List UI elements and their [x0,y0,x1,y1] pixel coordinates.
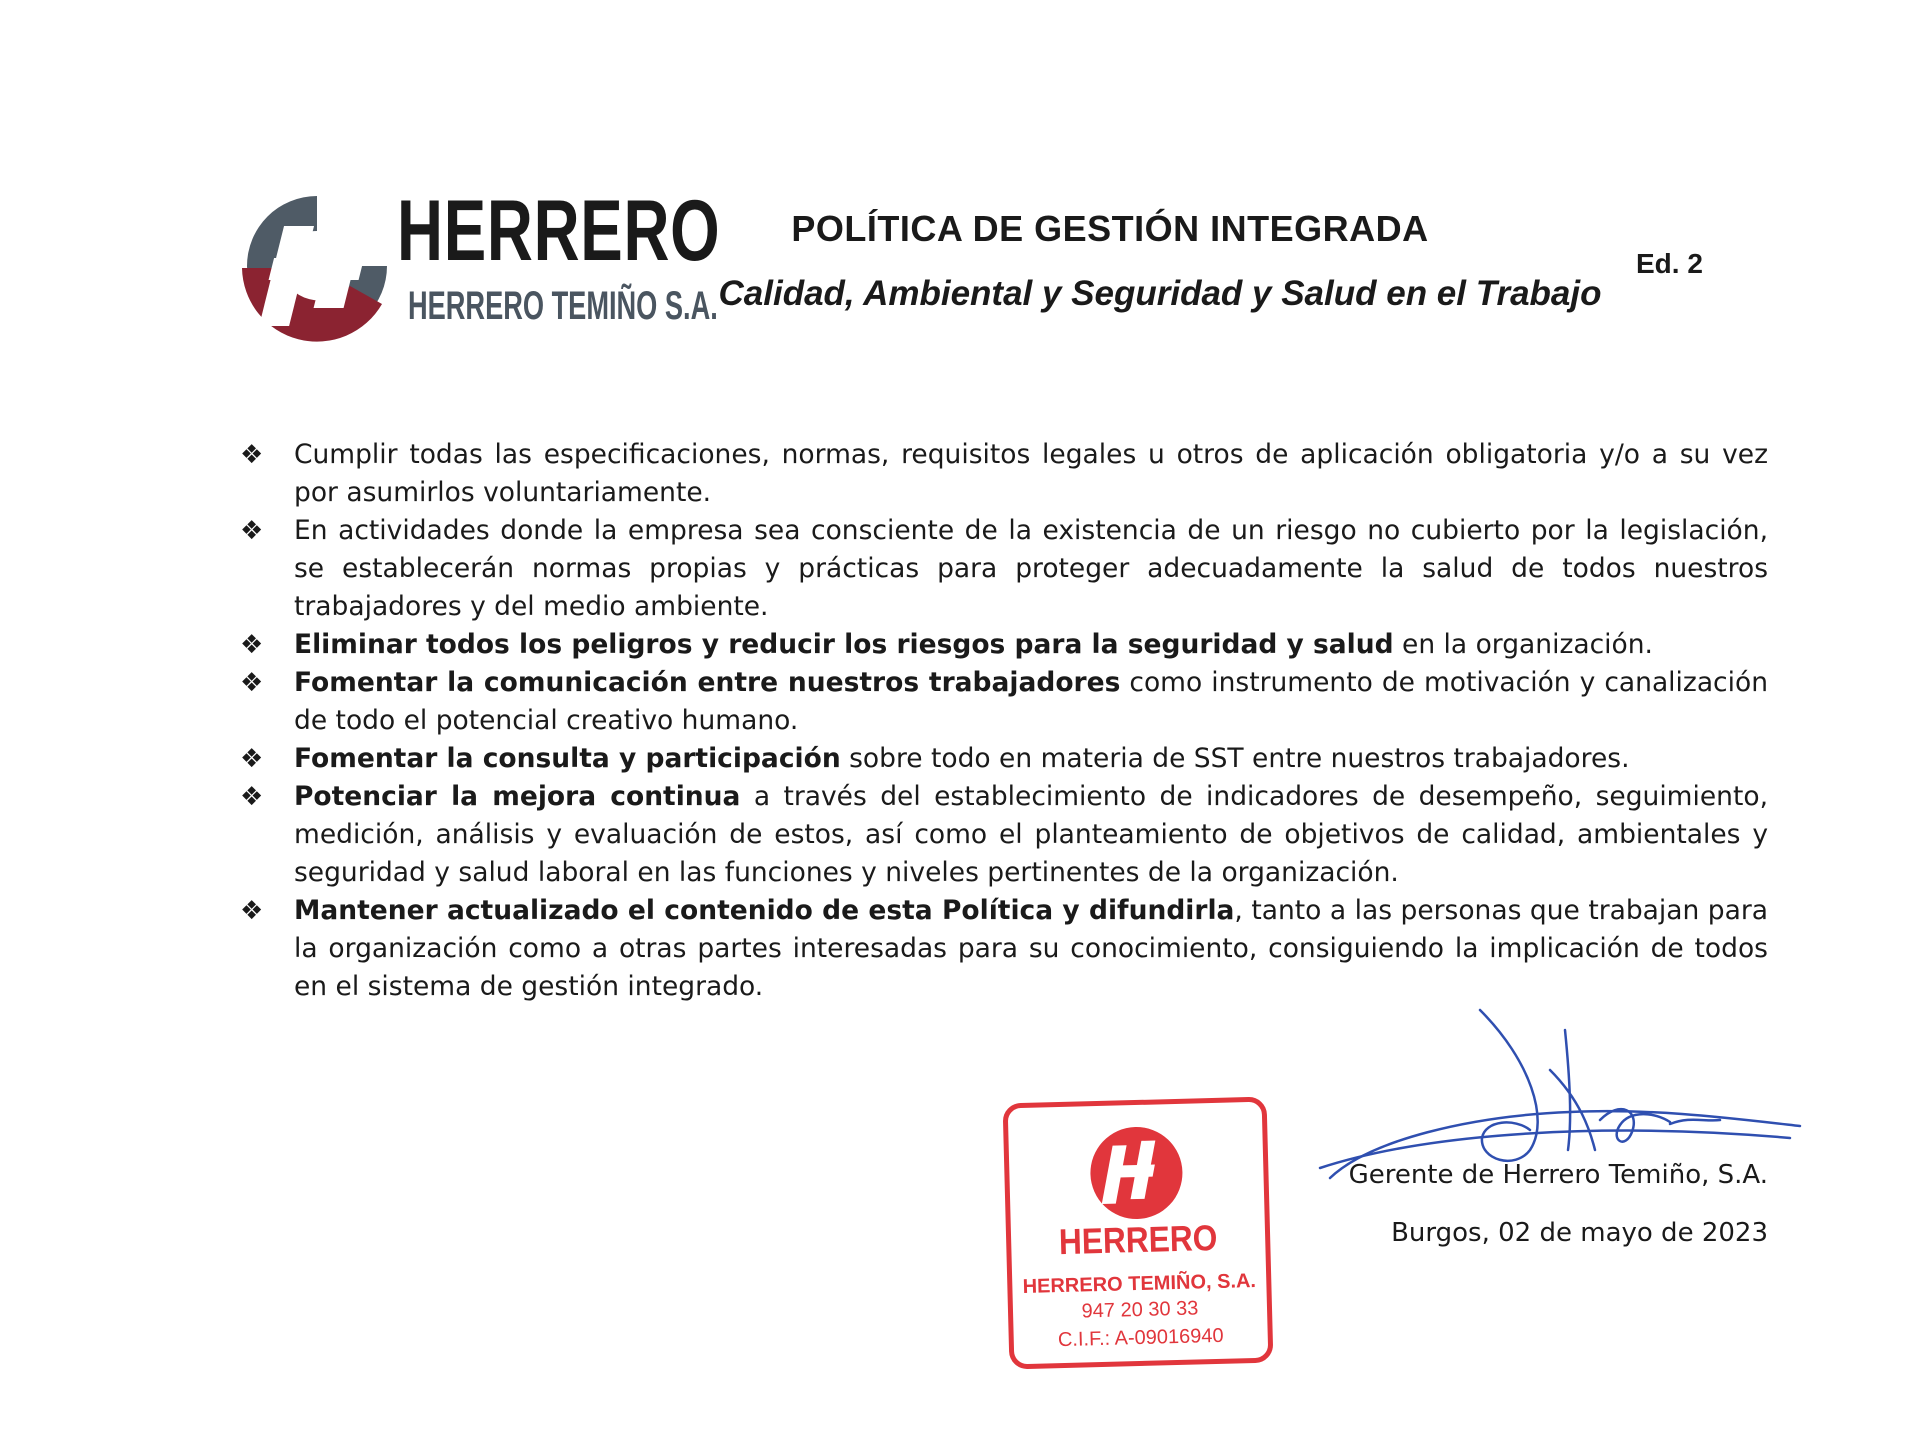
policy-item-text: como instrumento de motivación y canalización de todo el potencial creativo humano. [294,667,1768,736]
policy-item-bold: Fomentar la comunicación entre nuestros trabajadores [294,667,1121,698]
policy-item [240,892,1768,1006]
diamond-bullet-icon: ❖ [240,440,264,470]
policy-item-text: sobre todo en materia de SST entre nuestros trabajadores. [840,743,1630,774]
policy-item-bold: Potenciar la mejora continua [294,781,741,812]
document-title: POLÍTICA DE GESTIÓN INTEGRADA [791,208,1429,249]
stamp-phone: 947 20 30 33 [1081,1297,1199,1323]
policy-item-text: en la organización. [1393,629,1653,660]
logo-company-name: HERRERO [397,183,721,279]
signer-title: Gerente de Herrero Temiño, S.A. [1348,1160,1768,1190]
policy-item [240,436,1768,512]
policy-item [240,626,1768,664]
policy-item-bold: Eliminar todos los peligros y reducir los riesgos para la seguridad y salud [294,629,1394,660]
edition-label: Ed. 2 [1636,248,1703,279]
document-date: Burgos, 02 de mayo de 2023 [1391,1218,1768,1248]
policy-item [240,778,1768,892]
policy-item-bold: Mantener actualizado el contenido de esta Política y difundirla [294,895,1235,926]
diamond-bullet-icon: ❖ [240,782,264,812]
company-stamp [1003,1097,1274,1370]
diamond-bullet-icon: ❖ [240,668,264,698]
company-logo [232,183,721,346]
policy-item-bold: Fomentar la consulta y participación [294,743,841,774]
stamp-company-name: HERRERO [1058,1216,1218,1263]
policy-item-text: Cumplir todas las especificaciones, normas, requisitos legales u otros de aplicación obligatoria y/o a su vez por asumirlos voluntariamente. [294,439,1768,508]
policy-item-text: , tanto a las personas que trabajan para la organización como a otras partes interesadas para su conocimiento, consiguiendo la implicación de todos en el sistema de gestión integrado. [294,895,1768,1002]
policy-item [240,664,1768,740]
stamp-cif: C.I.F.: A-09016940 [1057,1324,1224,1352]
policy-list [240,436,1768,1006]
stamp-logo-icon [1083,1120,1190,1227]
diamond-bullet-icon: ❖ [240,516,264,546]
policy-item [240,512,1768,626]
stamp-company-legal-name: HERRERO TEMIÑO, S.A. [1022,1269,1257,1299]
policy-item [240,740,1768,778]
diamond-bullet-icon: ❖ [240,630,264,660]
policy-item-text: a través del establecimiento de indicadores de desempeño, seguimiento, medición, análisis y evaluación de estos, así como el planteamiento de objetivos de calidad, ambientales y seguridad y salud laboral en las funciones y niveles pertinentes de la organización. [294,781,1768,888]
policy-item-text: En actividades donde la empresa sea consciente de la existencia de un riesgo no cubierto por la legislación, se establecerán normas propias y prácticas para proteger adecuadamente la salud de todos nuestros trabajadores y del medio ambiente. [294,515,1768,622]
logo-company-subtitle: HERRERO TEMIÑO S.A. [408,284,718,328]
diamond-bullet-icon: ❖ [240,896,264,926]
diamond-bullet-icon: ❖ [240,744,264,774]
logo-h-mark-icon [232,186,402,346]
document-subtitle: Calidad, Ambiental y Seguridad y Salud en el Trabajo [718,274,1602,313]
